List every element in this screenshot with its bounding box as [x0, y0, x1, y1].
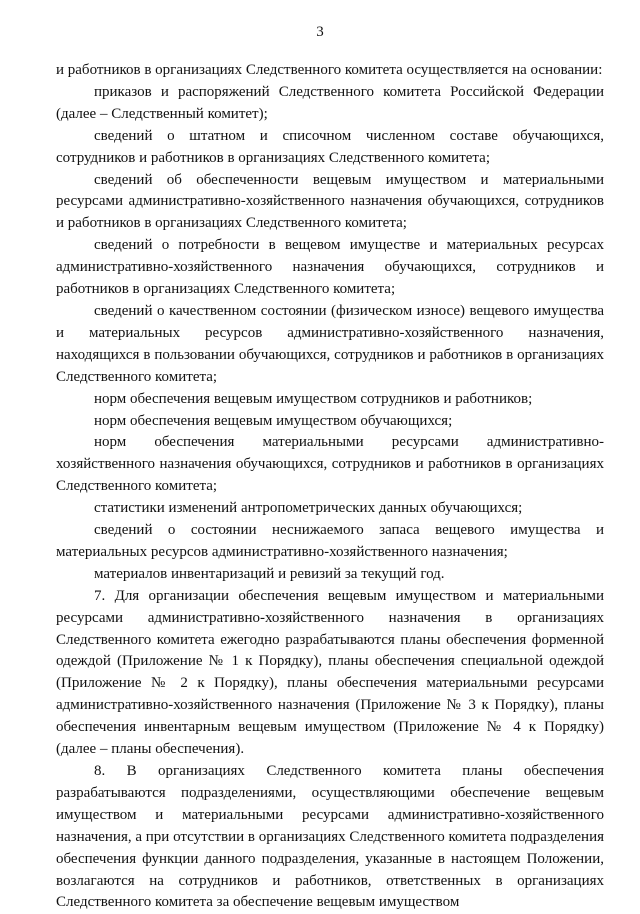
- paragraph-supply-info: сведений об обеспеченности вещевым имуществом и материальными ресурсами административно-хозяйственного назначения обучающихся, сотрудников и работников в организациях Следственного комитета;: [56, 171, 604, 232]
- paragraph-norms-resources: норм обеспечения материальными ресурсами административно-хозяйственного назначения обучающихся, сотрудников и работников в организациях Следственного комитета;: [56, 434, 604, 495]
- paragraph-anthropometric: статистики изменений антропометрических данных обучающихся;: [94, 500, 523, 517]
- paragraph-orders: приказов и распоряжений Следственного комитета Российской Федерации (далее – Следственный комитет);: [56, 83, 604, 122]
- paragraph-item-8: 8. В организациях Следственного комитета планы обеспечения разрабатываются подразделениями, осуществляющими обеспечение вещевым имуществом и материальными ресурсами административно-хозяйственного назначения, а при отсутствии в организациях Следственного комитета подразделения обеспечения функции данного подразделения, указанные в настоящем Положении, возлагаются на сотрудников и работников, ответственных в организациях Следственного комитета за обеспечение вещевым имуществом: [56, 763, 604, 911]
- paragraph-basis-intro: и работников в организациях Следственного комитета осуществляется на основании:: [56, 62, 603, 78]
- paragraph-inventory-materials: материалов инвентаризаций и ревизий за текущий год.: [94, 565, 445, 582]
- paragraph-item-7: 7. Для организации обеспечения вещевым имуществом и материальными ресурсами административно-хозяйственного назначения в организациях Следственного комитета ежегодно разрабатываются планы обеспечения форменной одеждой (Приложение № 1 к Порядку), планы обеспечения специальной одеждой (Приложение № 2 к Порядку), планы обеспечения материальными ресурсами административно-хозяйственного назначения (Приложение № 3 к Порядку), планы обеспечения инвентарным вещевым имуществом (Приложение № 4 к Порядку) (далее – планы обеспечения).: [56, 587, 604, 758]
- paragraph-staff-info: сведений о штатном и списочном численном составе обучающихся, сотрудников и работников в организациях Следственного комитета;: [56, 127, 604, 166]
- paragraph-reserve-info: сведений о состоянии неснижаемого запаса вещевого имущества и материальных ресурсов административно-хозяйственного назначения;: [56, 522, 604, 560]
- paragraph-norms-staff: норм обеспечения вещевым имуществом сотрудников и работников;: [94, 390, 533, 407]
- document-body: [56, 60, 604, 914]
- paragraph-norms-students: норм обеспечения вещевым имуществом обучающихся;: [94, 412, 453, 429]
- page-number: 3: [316, 24, 324, 40]
- paragraph-needs-info: сведений о потребности в вещевом имуществе и материальных ресурсах административно-хозяйственного назначения обучающихся, сотрудников и работников в организациях Следственного комитета;: [56, 237, 604, 298]
- paragraph-condition-info: сведений о качественном состоянии (физическом износе) вещевого имущества и материальных ресурсов административно-хозяйственного назначения, находящихся в пользовании обучающихся, сотрудников и работников в организациях Следственного комитета;: [56, 302, 604, 385]
